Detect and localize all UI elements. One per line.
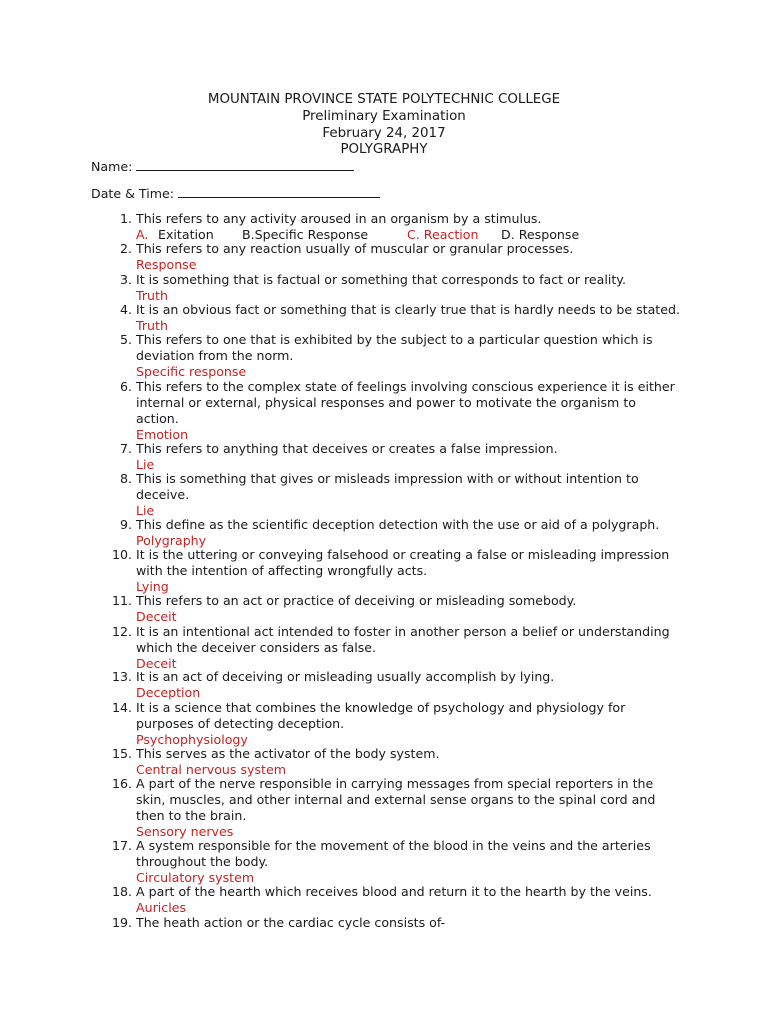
answer-text: Lying <box>136 579 169 594</box>
option-a-text: Exitation <box>158 227 214 242</box>
answer-text: Lie <box>136 457 155 472</box>
question-text: This refers to an act or practice of deceiving or misleading somebody. <box>136 593 577 608</box>
option-d: D. Response <box>501 227 580 242</box>
question-body <box>136 624 684 672</box>
question-number: 16. <box>111 776 132 791</box>
question-text: This refers to any reaction usually of muscular or granular processes. <box>136 241 574 256</box>
question-text: This refers to the complex state of feelings involving conscious experience it is either <box>136 379 675 394</box>
question-body <box>136 332 684 380</box>
question-body <box>136 884 684 916</box>
answer-text: Lie <box>136 503 155 518</box>
answer-text: Auricles <box>136 900 187 915</box>
question-body <box>136 241 684 273</box>
exam-header <box>0 92 768 159</box>
answer-text: Central nervous system <box>136 762 286 777</box>
question-number: 18. <box>111 884 132 899</box>
question-body <box>136 776 684 840</box>
question-number: 4. <box>119 302 132 317</box>
question-number: 17. <box>111 838 132 853</box>
question-body <box>136 700 684 748</box>
name-blank[interactable] <box>136 158 354 171</box>
question-text: The heath action or the cardiac cycle consists of- <box>136 915 446 930</box>
datetime-field[interactable] <box>91 185 380 201</box>
exam-subject: POLYGRAPHY <box>340 142 428 158</box>
question-body <box>136 272 684 304</box>
answer-text: Deceit <box>136 609 177 624</box>
answer-text: Psychophysiology <box>136 732 248 747</box>
name-label: Name: <box>91 159 133 174</box>
question-text: It is a science that combines the knowledge of psychology and physiology for <box>136 700 626 715</box>
question-number: 5. <box>119 332 132 347</box>
question-text: purposes of detecting deception. <box>136 716 345 731</box>
datetime-blank[interactable] <box>178 185 380 198</box>
question-number: 9. <box>119 517 132 532</box>
question-body <box>136 669 684 701</box>
question-text: It is something that is factual or something that corresponds to fact or reality. <box>136 272 626 287</box>
question-body <box>136 302 684 334</box>
question-text: A part of the nerve responsible in carrying messages from special reporters in the <box>136 776 654 791</box>
question-text: It is the uttering or conveying falsehood or creating a false or misleading impression <box>136 547 670 562</box>
question-number: 19. <box>111 915 132 930</box>
question-number: 10. <box>111 547 132 562</box>
question-number: 3. <box>119 272 132 287</box>
question-body <box>136 915 684 931</box>
exam-date: February 24, 2017 <box>322 125 446 141</box>
question-body <box>136 838 684 886</box>
question-number: 14. <box>111 700 132 715</box>
answer-text: Response <box>136 257 197 272</box>
question-text: then to the brain. <box>136 808 247 823</box>
datetime-label: Date & Time: <box>91 186 174 201</box>
question-text: It is an act of deceiving or misleading usually accomplish by lying. <box>136 669 555 684</box>
question-text: deviation from the norm. <box>136 348 294 363</box>
question-text: This is something that gives or misleads impression with or without intention to <box>136 471 639 486</box>
college-name: MOUNTAIN PROVINCE STATE POLYTECHNIC COLLEGE <box>207 92 561 107</box>
question-number: 7. <box>119 441 132 456</box>
question-text: skin, muscles, and other internal and external sense organs to the spinal cord and <box>136 792 656 807</box>
question-text: This serves as the activator of the body system. <box>136 746 440 761</box>
question-number: 1. <box>119 211 132 226</box>
option-c: C. Reaction <box>407 227 479 242</box>
question-text: internal or external, physical responses and power to motivate the organism to <box>136 395 636 410</box>
answer-text: Polygraphy <box>136 533 207 548</box>
question-text: This define as the scientific deception detection with the use or aid of a polygraph. <box>136 517 660 532</box>
question-body <box>136 746 684 778</box>
question-number: 12. <box>111 624 132 639</box>
question-number: 13. <box>111 669 132 684</box>
question-body <box>136 379 684 443</box>
question-body <box>136 441 684 473</box>
question-text: action. <box>136 411 179 426</box>
question-text: This refers to anything that deceives or creates a false impression. <box>136 441 558 456</box>
question-number: 6. <box>119 379 132 394</box>
question-body <box>136 211 684 243</box>
question-text: This refers to any activity aroused in an organism by a stimulus. <box>136 211 542 226</box>
question-body <box>136 517 684 549</box>
question-text: which the deceiver considers as false. <box>136 640 377 655</box>
answer-text: Truth <box>136 288 168 303</box>
question-number: 2. <box>119 241 132 256</box>
question-text: This refers to one that is exhibited by the subject to a particular question which is <box>136 332 653 347</box>
question-text: A system responsible for the movement of the blood in the veins and the arteries <box>136 838 651 853</box>
answer-text: Deception <box>136 685 201 700</box>
answer-text: Emotion <box>136 427 189 442</box>
question-number: 8. <box>119 471 132 486</box>
answer-text: Specific response <box>136 364 247 379</box>
question-body <box>136 547 684 595</box>
question-body <box>136 593 684 625</box>
question-text: It is an intentional act intended to foster in another person a belief or understanding <box>136 624 670 639</box>
option-a-letter: A. <box>136 227 149 242</box>
name-field[interactable] <box>91 158 354 174</box>
question-number: 15. <box>111 746 132 761</box>
exam-title: Preliminary Examination <box>302 108 466 124</box>
answer-text: Circulatory system <box>136 870 255 885</box>
answer-text: Deceit <box>136 656 177 671</box>
question-text: with the intention of affecting wrongfully acts. <box>136 563 428 578</box>
answer-text: Sensory nerves <box>136 824 234 839</box>
question-number: 11. <box>111 593 132 608</box>
answer-text: Truth <box>136 318 168 333</box>
question-text: throughout the body. <box>136 854 269 869</box>
question-text: deceive. <box>136 487 190 502</box>
question-text: A part of the hearth which receives blood and return it to the hearth by the veins. <box>136 884 652 899</box>
question-text: It is an obvious fact or something that is clearly true that is hardly needs to be stated. <box>136 302 680 317</box>
option-b: B.Specific Response <box>242 227 369 242</box>
question-body <box>136 471 684 519</box>
